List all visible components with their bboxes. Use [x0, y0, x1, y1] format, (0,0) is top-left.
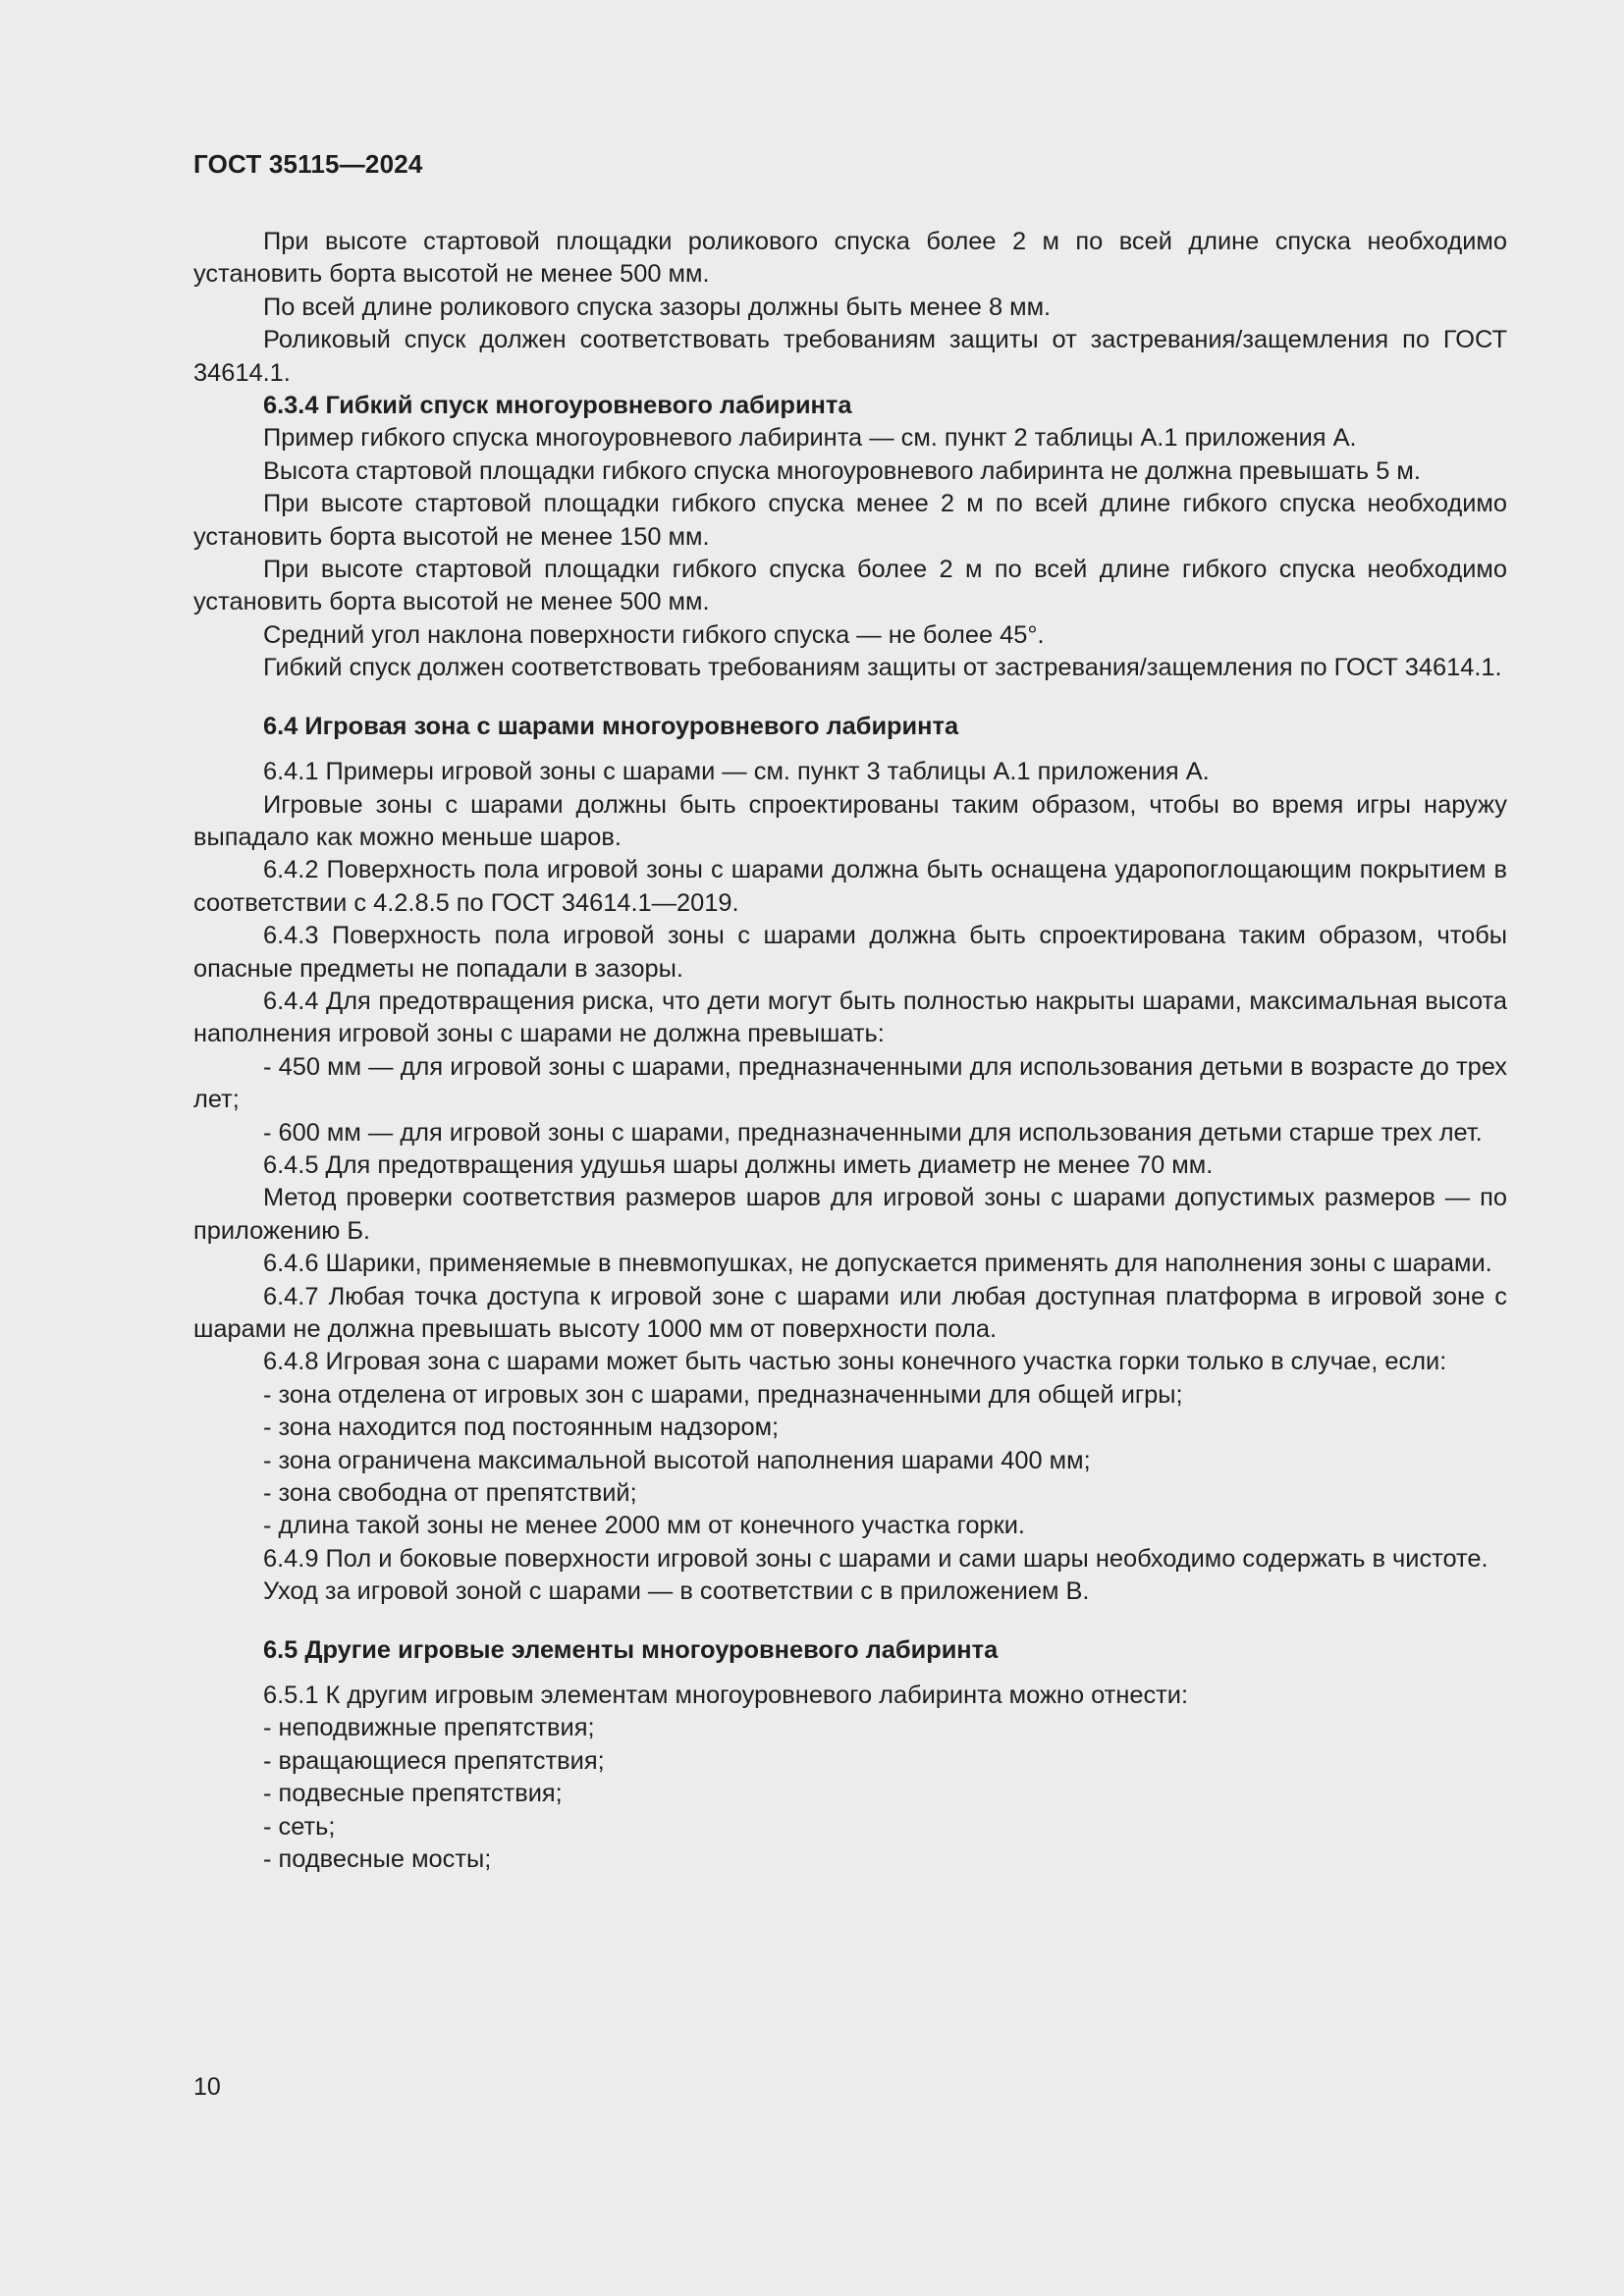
list-item: - подвесные препятствия; — [263, 1780, 563, 1808]
list-item: - длина такой зоны не менее 2000 мм от конечного участка горки. — [263, 1512, 1025, 1540]
document-header: ГОСТ 35115—2024 — [193, 149, 423, 179]
paragraph: 6.4.6 Шарики, применяемые в пневмопушках, не допускается применять для наполнения зоны с шарами. — [263, 1250, 1492, 1278]
paragraph: 6.4.4 Для предотвращения риска, что дети могут быть полностью накрыты шарами, максимальная высота наполнения игровой зоны с шарами не должна превышать: — [193, 987, 1507, 1048]
list-item: - подвесные мосты; — [263, 1845, 492, 1874]
section-heading-6-4: 6.4 Игровая зона с шарами многоуровневого лабиринта — [263, 712, 959, 740]
paragraph: При высоте стартовой площадки роликового спуска более 2 м по всей длине спуска необходимо установить борта высотой не менее 500 мм. — [193, 228, 1507, 289]
paragraph: При высоте стартовой площадки гибкого спуска менее 2 м по всей длине гибкого спуска необходимо установить борта высотой не менее 150 мм. — [193, 490, 1507, 551]
list-item: - зона свободна от препятствий; — [263, 1479, 637, 1508]
paragraph: 6.4.7 Любая точка доступа к игровой зоне с шарами или любая доступная платформа в игровой зоне с шарами не должна превышать высоту 1000 мм от поверхности пола. — [193, 1282, 1507, 1343]
list-item: - 450 мм — для игровой зоны с шарами, предназначенными для использования детьми в возрасте до трех лет; — [193, 1052, 1507, 1114]
document-body — [193, 226, 1507, 1877]
paragraph: 6.4.3 Поверхность пола игровой зоны с шарами должна быть спроектирована таким образом, чтобы опасные предметы не попадали в зазоры. — [193, 922, 1507, 983]
list-item: - сеть; — [263, 1812, 336, 1841]
paragraph: Роликовый спуск должен соответствовать требованиям защиты от застревания/защемления по ГОСТ 34614.1. — [193, 326, 1507, 387]
page-number: 10 — [193, 2073, 221, 2101]
paragraph: 6.4.9 Пол и боковые поверхности игровой зоны с шарами и сами шары необходимо содержать в чистоте. — [263, 1544, 1489, 1573]
paragraph: Уход за игровой зоной с шарами — в соответствии с в приложением В. — [263, 1577, 1090, 1606]
paragraph: 6.4.8 Игровая зона с шарами может быть частью зоны конечного участка горки только в случае, если: — [263, 1348, 1447, 1376]
paragraph: Высота стартовой площадки гибкого спуска многоуровневого лабиринта не должна превышать 5 м. — [263, 456, 1421, 485]
list-item: - зона находится под постоянным надзором; — [263, 1414, 780, 1442]
paragraph: Гибкий спуск должен соответствовать требованиям защиты от застревания/защемления по ГОСТ 34614.1. — [263, 654, 1502, 682]
paragraph: 6.4.2 Поверхность пола игровой зоны с шарами должна быть оснащена ударопоглощающим покрытием в соответствии с 4.2.8.5 по ГОСТ 34614.1—2019. — [193, 856, 1507, 917]
list-item: - вращающиеся препятствия; — [263, 1746, 605, 1775]
paragraph: При высоте стартовой площадки гибкого спуска более 2 м по всей длине гибкого спуска необходимо установить борта высотой не менее 500 мм. — [193, 556, 1507, 616]
paragraph: 6.4.5 Для предотвращения удушья шары должны иметь диаметр не менее 70 мм. — [263, 1150, 1214, 1179]
paragraph: Игровые зоны с шарами должны быть спроектированы таким образом, чтобы во время игры наружу выпадало как можно меньше шаров. — [193, 790, 1507, 851]
subsection-heading-6-3-4: 6.3.4 Гибкий спуск многоуровневого лабиринта — [263, 392, 852, 420]
paragraph: Пример гибкого спуска многоуровневого лабиринта — см. пункт 2 таблицы А.1 приложения А. — [263, 424, 1357, 453]
list-item: - зона отделена от игровых зон с шарами, предназначенными для общей игры; — [263, 1380, 1183, 1409]
paragraph: 6.5.1 К другим игровым элементам многоуровневого лабиринта можно отнести: — [263, 1682, 1189, 1710]
list-item: - неподвижные препятствия; — [263, 1714, 595, 1742]
paragraph: По всей длине роликового спуска зазоры должны быть менее 8 мм. — [263, 293, 1052, 321]
list-item: - 600 мм — для игровой зоны с шарами, предназначенными для использования детьми старше трех лет. — [263, 1118, 1483, 1147]
paragraph: Средний угол наклона поверхности гибкого спуска — не более 45°. — [263, 620, 1045, 649]
list-item: - зона ограничена максимальной высотой наполнения шарами 400 мм; — [263, 1446, 1091, 1474]
paragraph: Метод проверки соответствия размеров шаров для игровой зоны с шарами допустимых размеров — по приложению Б. — [193, 1184, 1507, 1245]
section-heading-6-5: 6.5 Другие игровые элементы многоуровневого лабиринта — [263, 1635, 999, 1664]
paragraph: 6.4.1 Примеры игровой зоны с шарами — см. пункт 3 таблицы А.1 приложения А. — [263, 758, 1210, 786]
